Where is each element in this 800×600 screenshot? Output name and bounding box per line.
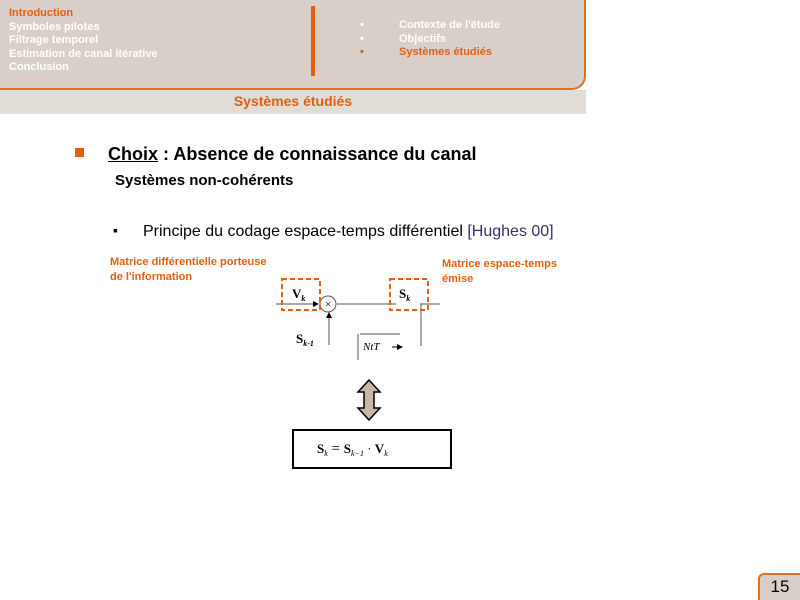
nav-section-introduction[interactable]: Introduction: [9, 7, 74, 19]
delay-label: NtT: [363, 341, 380, 353]
sk-minus-1-label: $S_{k-1}$: [296, 331, 314, 348]
equation: $S_k = S_{k-1} \cdot V_k$: [317, 441, 388, 458]
bullet-icon: •: [360, 46, 364, 58]
small-bullet-icon: ▪: [113, 222, 118, 238]
principle-text: Principe du codage espace-temps différentiel: [143, 223, 468, 240]
page-number: 15: [758, 573, 800, 600]
nav-section-conclusion[interactable]: Conclusion: [9, 61, 69, 73]
nav-section-filtrage-temporel[interactable]: Filtrage temporel: [9, 34, 99, 46]
nav-subsection-label: Systèmes étudiés: [399, 46, 492, 58]
double-arrow-icon: [358, 380, 380, 420]
slide-subtitle: Systèmes étudiés: [233, 93, 353, 109]
nav-section-estimation-canal[interactable]: Estimation de canal itérative: [9, 47, 158, 60]
multiplier-symbol: ×: [323, 297, 333, 311]
choice-text: : Absence de connaissance du canal: [158, 144, 477, 164]
vk-label: $V_k$: [292, 286, 306, 303]
nav-subsection-label: Objectifs: [399, 32, 447, 45]
choice-label: Choix: [108, 144, 159, 164]
non-coherent-systems-line: Systèmes non-cohérents: [115, 172, 294, 189]
annotation-line: Matrice espace-temps: [442, 258, 557, 270]
annotation-line: émise: [442, 273, 474, 285]
annotation-line: de l'information: [110, 271, 193, 283]
principle-reference: [Hughes 00]: [467, 223, 554, 240]
bullet-icon: •: [360, 32, 364, 45]
nav-section-symboles-pilotes[interactable]: Symboles pilotes: [9, 20, 100, 33]
bullet-icon: •: [360, 19, 364, 31]
nav-subsection-label: Contexte de l'étude: [399, 19, 501, 31]
sk-label: $S_k$: [399, 286, 411, 303]
annotation-line: Matrice différentielle porteuse: [110, 256, 267, 268]
